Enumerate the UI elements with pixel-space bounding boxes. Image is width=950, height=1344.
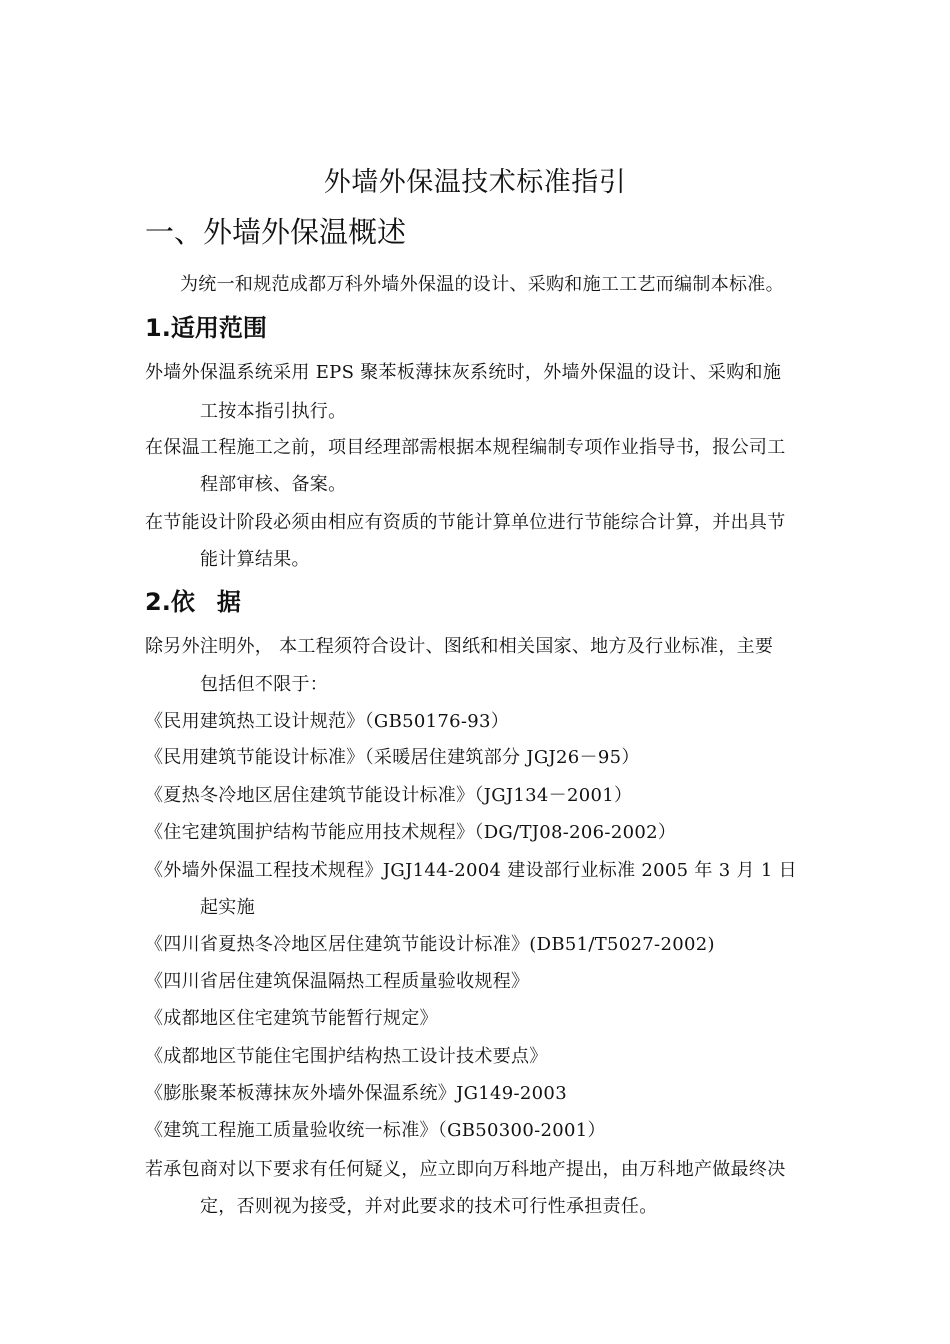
reference-item-continuation: 起实施 (200, 897, 255, 918)
reference-item: 《四川省夏热冬冷地区居住建筑节能设计标准》(DB51/T5027-2002) (145, 934, 715, 955)
closing-paragraph-line-1: 若承包商对以下要求有任何疑义，应立即向万科地产提出，由万科地产做最终决 (145, 1159, 786, 1180)
scope-paragraph-3-line-1: 在节能设计阶段必须由相应有资质的节能计算单位进行节能综合计算，并出具节 (145, 512, 786, 533)
basis-paragraph-line-2: 包括但不限于： (200, 674, 329, 695)
reference-item: 《成都地区节能住宅围护结构热工设计技术要点》 (145, 1046, 548, 1067)
scope-paragraph-1-line-2: 工按本指引执行。 (200, 401, 347, 422)
reference-item: 《夏热冬冷地区居住建筑节能设计标准》（JGJ134－2001） (145, 785, 633, 806)
closing-paragraph-line-2: 定，否则视为接受，并对此要求的技术可行性承担责任。 (200, 1196, 658, 1217)
reference-item: 《民用建筑热工设计规范》（GB50176-93） (145, 711, 510, 732)
reference-item: 《膨胀聚苯板薄抹灰外墙外保温系统》JG149-2003 (145, 1083, 567, 1104)
subheading-basis-number: 2. (145, 588, 171, 616)
document-title: 外墙外保温技术标准指引 (323, 167, 627, 198)
subheading-scope: 1.适用范围 (145, 314, 267, 342)
intro-paragraph: 为统一和规范成都万科外墙外保温的设计、采购和施工工艺而编制本标准。 (180, 274, 784, 295)
reference-item: 《成都地区住宅建筑节能暂行规定》 (145, 1008, 438, 1029)
reference-item: 《外墙外保温工程技术规程》JGJ144-2004 建设部行业标准 2005 年 3 月 1 日 (145, 860, 797, 881)
subheading-basis-text: 依据 (170, 588, 263, 616)
subheading-basis (145, 582, 263, 617)
reference-item: 《民用建筑节能设计标准》（采暖居住建筑部分 JGJ26－95） (145, 747, 640, 768)
scope-paragraph-2-line-1: 在保温工程施工之前，项目经理部需根据本规程编制专项作业指导书，报公司工 (145, 437, 786, 458)
scope-paragraph-2-line-2: 程部审核、备案。 (200, 474, 347, 495)
section-heading-overview: 一、外墙外保温概述 (145, 215, 407, 249)
reference-item: 《四川省居住建筑保温隔热工程质量验收规程》 (145, 971, 530, 992)
scope-paragraph-3-line-2: 能计算结果。 (200, 549, 310, 570)
reference-item: 《建筑工程施工质量验收统一标准》（GB50300-2001） (145, 1120, 606, 1141)
scope-paragraph-1-line-1: 外墙外保温系统采用 EPS 聚苯板薄抹灰系统时，外墙外保温的设计、采购和施 (145, 362, 782, 383)
reference-item: 《住宅建筑围护结构节能应用技术规程》（DG/TJ08-206-2002） (145, 822, 677, 843)
basis-paragraph-line-1: 除另外注明外， 本工程须符合设计、图纸和相关国家、地方及行业标准，主要 (145, 636, 774, 657)
